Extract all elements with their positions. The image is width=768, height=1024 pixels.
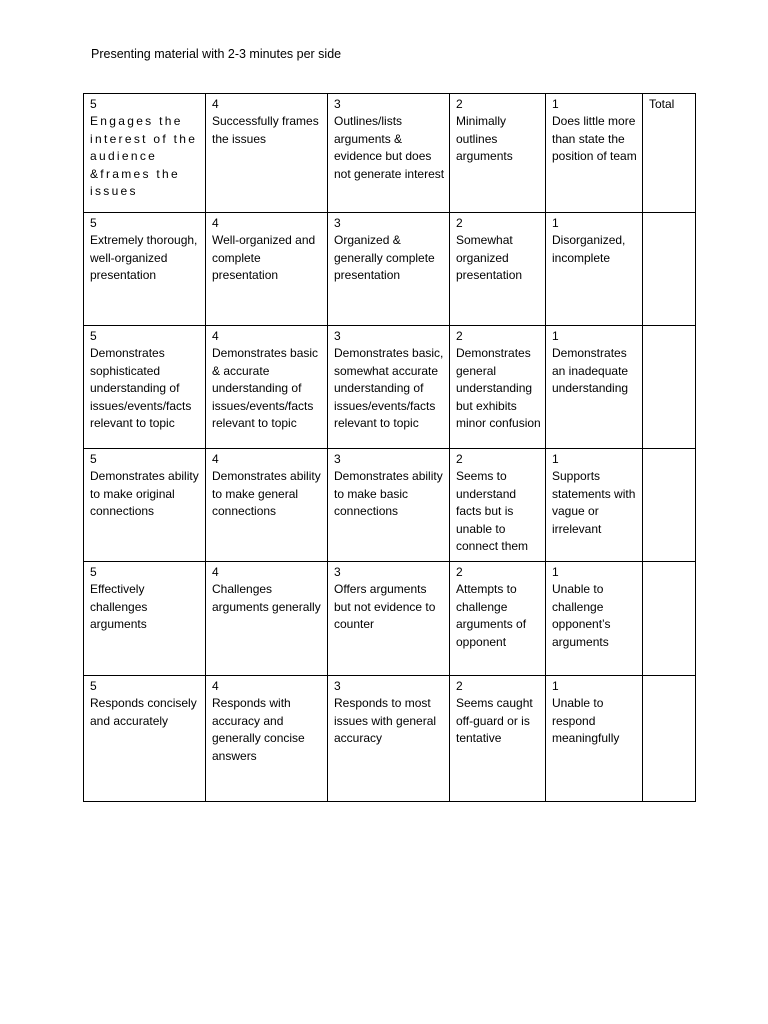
score-label: 2 — [456, 329, 463, 343]
score-label: 4 — [212, 565, 219, 579]
cell-score-2 — [450, 562, 546, 676]
cell-score-1 — [546, 562, 643, 676]
cell-score-3 — [328, 676, 450, 802]
cell-score-5 — [84, 562, 206, 676]
criterion-text: Demonstrates sophisticated understanding of issues/events/facts relevant to topic — [90, 346, 192, 431]
score-label: 3 — [334, 679, 341, 693]
score-label: 4 — [212, 329, 219, 343]
total-cell — [643, 562, 696, 676]
cell-score-5 — [84, 449, 206, 562]
rubric-row-understanding — [84, 326, 696, 449]
cell-score-5 — [84, 676, 206, 802]
cell-score-4 — [206, 94, 328, 213]
score-label: 5 — [90, 565, 97, 579]
total-cell — [643, 676, 696, 802]
score-label: 5 — [90, 679, 97, 693]
score-label: 4 — [212, 216, 219, 230]
cell-score-2 — [450, 326, 546, 449]
cell-score-4 — [206, 449, 328, 562]
criterion-text: Effectively challenges arguments — [90, 582, 148, 632]
cell-score-3 — [328, 213, 450, 326]
score-label: 2 — [456, 97, 463, 111]
rubric-row-rebuttal — [84, 562, 696, 676]
criterion-text: Well-organized and complete presentation — [212, 233, 316, 283]
cell-score-1 — [546, 326, 643, 449]
total-cell — [643, 213, 696, 326]
criterion-text: Responds concisely and accurately — [90, 696, 197, 728]
score-label: 1 — [552, 679, 559, 693]
cell-score-4 — [206, 326, 328, 449]
cell-score-1 — [546, 94, 643, 213]
criterion-text: Demonstrates ability to make general connections — [212, 469, 321, 519]
criterion-text: Seems to understand facts but is unable to connect them — [456, 469, 529, 554]
cell-score-2 — [450, 449, 546, 562]
cell-score-5 — [84, 326, 206, 449]
criterion-text: Demonstrates basic, somewhat accurate understanding of issues/events/facts relevant to topic — [334, 346, 444, 431]
score-label: 2 — [456, 565, 463, 579]
criterion-text: Supports statements with vague or irrelevant — [552, 469, 636, 536]
criterion-text: Disorganized, incomplete — [552, 233, 626, 265]
cell-score-3 — [328, 449, 450, 562]
total-label: Total — [649, 97, 675, 111]
cell-score-2 — [450, 94, 546, 213]
score-label: 5 — [90, 97, 97, 111]
total-cell — [643, 449, 696, 562]
criterion-text: Outlines/lists arguments & evidence but does not generate interest — [334, 114, 445, 181]
score-label: 1 — [552, 329, 559, 343]
score-label: 1 — [552, 216, 559, 230]
criterion-text: Demonstrates basic & accurate understanding of issues/events/facts relevant to topic — [212, 346, 319, 431]
cell-score-3 — [328, 326, 450, 449]
score-label: 2 — [456, 452, 463, 466]
rubric-row-organization — [84, 213, 696, 326]
criterion-text: Engages the interest of the audience &frames the issues — [90, 114, 198, 199]
score-label: 1 — [552, 452, 559, 466]
score-label: 3 — [334, 452, 341, 466]
criterion-text: Responds with accuracy and generally concise answers — [212, 696, 305, 763]
cell-score-1 — [546, 676, 643, 802]
rubric-row-engagement — [84, 94, 696, 213]
criterion-text: Minimally outlines arguments — [456, 114, 513, 164]
cell-score-4 — [206, 213, 328, 326]
cell-score-4 — [206, 676, 328, 802]
score-label: 3 — [334, 329, 341, 343]
rubric-row-connections — [84, 449, 696, 562]
cell-score-3 — [328, 94, 450, 213]
criterion-text: Successfully frames the issues — [212, 114, 319, 146]
score-label: 5 — [90, 216, 97, 230]
rubric-table — [83, 93, 696, 802]
score-label: 5 — [90, 452, 97, 466]
cell-score-5 — [84, 213, 206, 326]
score-label: 2 — [456, 216, 463, 230]
score-label: 1 — [552, 565, 559, 579]
rubric-row-responses — [84, 676, 696, 802]
criterion-text: Demonstrates ability to make basic connections — [334, 469, 443, 519]
page-title: Presenting material with 2-3 minutes per side — [91, 47, 342, 61]
criterion-text: Organized & generally complete presentation — [334, 233, 435, 283]
score-label: 1 — [552, 97, 559, 111]
criterion-text: Demonstrates an inadequate understanding — [552, 346, 629, 396]
cell-score-5 — [84, 94, 206, 213]
criterion-text: Responds to most issues with general accuracy — [334, 696, 437, 746]
criterion-text: Does little more than state the position of team — [552, 114, 637, 164]
cell-score-1 — [546, 213, 643, 326]
score-label: 4 — [212, 452, 219, 466]
criterion-text: Extremely thorough, well-organized presentation — [90, 233, 198, 283]
cell-score-2 — [450, 676, 546, 802]
criterion-text: Unable to challenge opponent’s arguments — [552, 582, 611, 649]
criterion-text: Somewhat organized presentation — [456, 233, 523, 283]
criterion-text: Attempts to challenge arguments of opponent — [456, 582, 527, 649]
criterion-text: Unable to respond meaningfully — [552, 696, 620, 746]
cell-score-3 — [328, 562, 450, 676]
total-header — [643, 94, 696, 213]
score-label: 3 — [334, 97, 341, 111]
score-label: 4 — [212, 679, 219, 693]
cell-score-1 — [546, 449, 643, 562]
criterion-text: Challenges arguments generally — [212, 582, 321, 614]
score-label: 5 — [90, 329, 97, 343]
criterion-text: Seems caught off-guard or is tentative — [456, 696, 533, 746]
total-cell — [643, 326, 696, 449]
cell-score-4 — [206, 562, 328, 676]
score-label: 3 — [334, 565, 341, 579]
cell-score-2 — [450, 213, 546, 326]
criterion-text: Offers arguments but not evidence to counter — [334, 582, 436, 632]
score-label: 2 — [456, 679, 463, 693]
score-label: 3 — [334, 216, 341, 230]
criterion-text: Demonstrates general understanding but exhibits minor confusion — [456, 346, 541, 431]
score-label: 4 — [212, 97, 219, 111]
criterion-text: Demonstrates ability to make original connections — [90, 469, 199, 519]
